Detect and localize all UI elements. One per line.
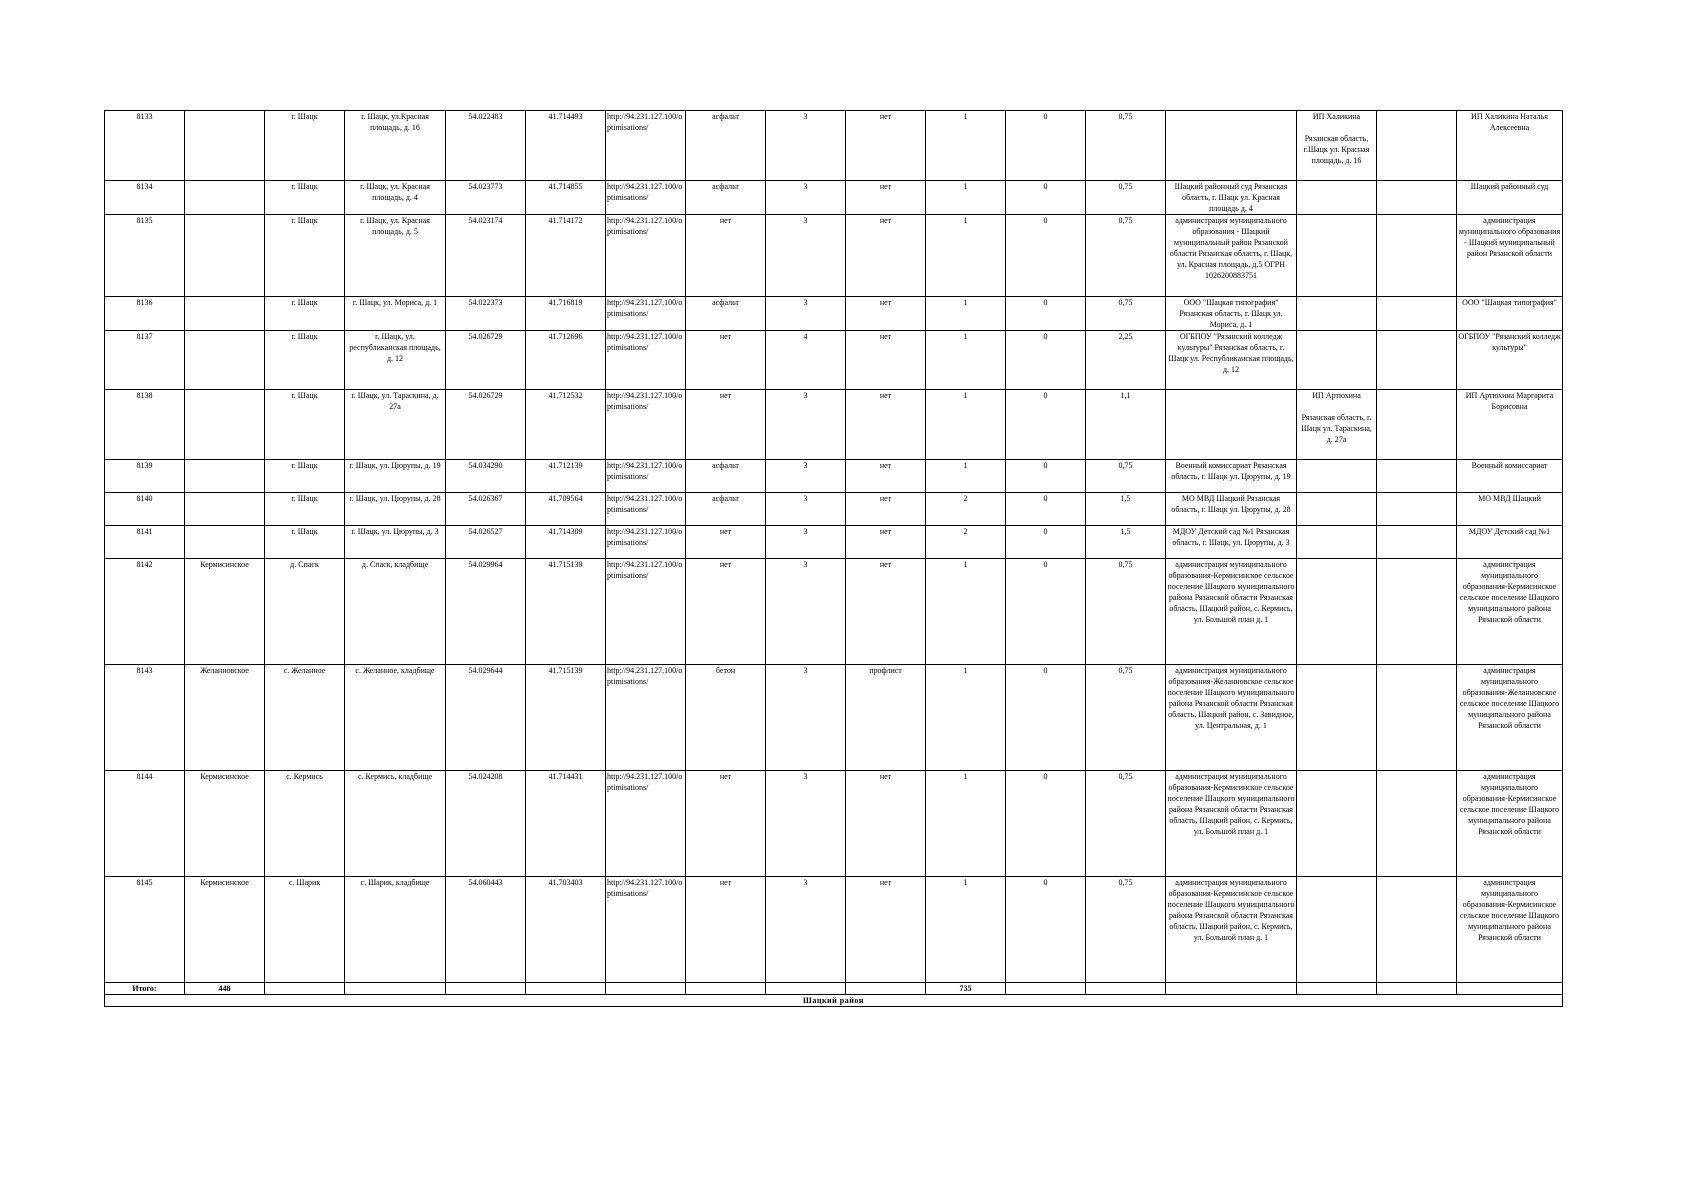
cell-latitude: 54.026527 <box>446 526 526 559</box>
cell-volume: 2,25 <box>1086 331 1166 390</box>
cell-longitude: 41.714172 <box>526 215 606 297</box>
cell-containers: 1 <box>926 877 1006 983</box>
cell-area: 3 <box>766 460 846 493</box>
cell-url: http://94.231.127.100/optimisations/ <box>606 526 686 559</box>
total-count: 448 <box>185 983 265 995</box>
cell-containers: 1 <box>926 771 1006 877</box>
cell-locality: г. Шацк <box>265 215 345 297</box>
cell-extra <box>1377 297 1457 331</box>
cell-containers: 2 <box>926 526 1006 559</box>
cell-surface: асфальт <box>686 111 766 181</box>
cell-id: 8139 <box>105 460 185 493</box>
cell-surface: нет <box>686 771 766 877</box>
cell-latitude: 54.026729 <box>446 331 526 390</box>
cell-url: http://94.231.127.100/optimisations/ <box>606 215 686 297</box>
cell-owner: ОГБПОУ "Рязанский колледж культуры" Рязанская область, г. Шацк ул. Республиканская площадь, д. 12 <box>1166 331 1297 390</box>
cell-id: 8142 <box>105 559 185 665</box>
cell-volume: 0,75 <box>1086 181 1166 215</box>
cell-surface: нет <box>686 331 766 390</box>
cell-settlement: Кермисинское <box>185 771 265 877</box>
cell-contact <box>1297 877 1377 983</box>
cell-fence: нет <box>846 460 926 493</box>
cell-owner: администрация муниципального образования-Кермисинское сельское поселение Шацкого муниципального района Рязанской области Рязанская область, Шацкий район, с. Кермись, ул. Большой план д. 1 <box>1166 771 1297 877</box>
cell-surface: нет <box>686 390 766 460</box>
cell-surface: асфальт <box>686 297 766 331</box>
cell-area: 3 <box>766 559 846 665</box>
cell-latitude: 54.034290 <box>446 460 526 493</box>
cell-fence: нет <box>846 771 926 877</box>
cell-url: http://94.231.127.100/optimisations/ <box>606 181 686 215</box>
cell-count: 0 <box>1006 215 1086 297</box>
cell-settlement: Желанновское <box>185 665 265 771</box>
cell-locality: д. Спаск <box>265 559 345 665</box>
cell-source: администрация муниципального образования-Желанновское сельское поселение Шацкого муниципального района Рязанской области <box>1457 665 1563 771</box>
cell-latitude: 54.026729 <box>446 390 526 460</box>
table-row <box>105 493 1563 526</box>
cell-url: http://94.231.127.100/optimisations/ <box>606 665 686 771</box>
cell-longitude: 41.712696 <box>526 331 606 390</box>
cell-area: 3 <box>766 215 846 297</box>
district-footer: Шацкий район <box>105 995 1563 1007</box>
cell-latitude: 54.023174 <box>446 215 526 297</box>
cell-area: 3 <box>766 665 846 771</box>
cell-contact <box>1297 493 1377 526</box>
cell-longitude: 41.709564 <box>526 493 606 526</box>
cell-surface: нет <box>686 559 766 665</box>
cell-contact <box>1297 526 1377 559</box>
cell-count: 0 <box>1006 771 1086 877</box>
cell-owner: администрация муниципального образования - Шацкий муниципальный район Рязанской области Рязанская область, г. Шацк, ул. Красная площадь, д.5 ОГРН 1026200883751 <box>1166 215 1297 297</box>
table-row <box>105 771 1563 877</box>
cell-id: 8135 <box>105 215 185 297</box>
cell-volume: 0,75 <box>1086 215 1166 297</box>
table-row <box>105 390 1563 460</box>
cell-extra <box>1377 493 1457 526</box>
cell-owner: администрация муниципального образования-Кермисинское сельское поселение Шацкого муниципального района Рязанской области Рязанская область, Шацкий район, с. Кермись, ул. Большой план д. 1 <box>1166 559 1297 665</box>
cell-area: 3 <box>766 771 846 877</box>
cell-contact <box>1297 215 1377 297</box>
cell-volume: 0,75 <box>1086 771 1166 877</box>
cell-owner: Военный комиссариат Рязанская область, г. Шацк ул. Цюрупы, д. 19 <box>1166 460 1297 493</box>
cell-id: 8141 <box>105 526 185 559</box>
cell-extra <box>1377 665 1457 771</box>
cell-area: 3 <box>766 526 846 559</box>
cell-url: http://94.231.127.100/optimisations/ <box>606 559 686 665</box>
cell-source: ИП Артюхина Маргарита Борисовна <box>1457 390 1563 460</box>
cell-url: http://94.231.127.100/optimisations/ <box>606 771 686 877</box>
cell-owner: Шацкий районный суд Рязанская область, г. Шацк ул. Красная площадь д. 4 <box>1166 181 1297 215</box>
cell-address: с. Кермись, кладбище <box>345 771 446 877</box>
cell-url: http://94.231.127.100/optimisations/ <box>606 297 686 331</box>
cell-count: 0 <box>1006 559 1086 665</box>
cell-volume: 0,75 <box>1086 877 1166 983</box>
cell-extra <box>1377 771 1457 877</box>
total-label: Итого: <box>105 983 185 995</box>
cell-owner: МО МВД Шацкий Рязанская область, г. Шацк ул. Цюрупы, д. 28 <box>1166 493 1297 526</box>
cell-area: 3 <box>766 111 846 181</box>
cell-address: г. Шацк, ул. Красная площадь, д. 4 <box>345 181 446 215</box>
cell-latitude: 54.022483 <box>446 111 526 181</box>
cell-locality: г. Шацк <box>265 331 345 390</box>
cell-surface: нет <box>686 877 766 983</box>
cell-source: администрация муниципального образования-Кермисинское сельское поселение Шацкого муниципального района Рязанской области <box>1457 771 1563 877</box>
cell-id: 8134 <box>105 181 185 215</box>
cell-containers: 1 <box>926 111 1006 181</box>
cell-surface: нет <box>686 215 766 297</box>
cell-source: администрация муниципального образования-Кермисинское сельское поселение Шацкого муниципального района Рязанской области <box>1457 559 1563 665</box>
district-footer-row <box>105 995 1563 1007</box>
cell-containers: 2 <box>926 493 1006 526</box>
cell-address: д. Спаск, кладбище <box>345 559 446 665</box>
cell-owner: МДОУ Детский сад №1 Рязанская область, г. Шацк, ул. Цюрупы, д. 3 <box>1166 526 1297 559</box>
cell-source: ОГБПОУ "Рязанский колледж культуры" <box>1457 331 1563 390</box>
cell-containers: 1 <box>926 297 1006 331</box>
cell-area: 3 <box>766 181 846 215</box>
total-row <box>105 983 1563 995</box>
cell-extra <box>1377 559 1457 665</box>
cell-address: г. Шацк, ул. Цюрупы, д. 3 <box>345 526 446 559</box>
cell-id: 8136 <box>105 297 185 331</box>
cell-contact <box>1297 771 1377 877</box>
cell-count: 0 <box>1006 297 1086 331</box>
cell-count: 0 <box>1006 493 1086 526</box>
cell-fence: профлист <box>846 665 926 771</box>
table-row <box>105 559 1563 665</box>
table-row <box>105 877 1563 983</box>
cell-settlement: Кермисинское <box>185 877 265 983</box>
cell-fence: нет <box>846 111 926 181</box>
cell-address: с. Желанное, кладбище <box>345 665 446 771</box>
cell-count: 0 <box>1006 331 1086 390</box>
cell-count: 0 <box>1006 390 1086 460</box>
cell-latitude: 54.026367 <box>446 493 526 526</box>
cell-locality: г. Шацк <box>265 297 345 331</box>
cell-volume: 1,1 <box>1086 390 1166 460</box>
cell-longitude: 41.714855 <box>526 181 606 215</box>
cell-settlement <box>185 111 265 181</box>
cell-longitude: 41.714493 <box>526 111 606 181</box>
cell-address: г. Шацк, ул. Цюрупы, д. 19 <box>345 460 446 493</box>
cell-count: 0 <box>1006 181 1086 215</box>
cell-count: 0 <box>1006 877 1086 983</box>
cell-containers: 1 <box>926 215 1006 297</box>
cell-owner: администрация муниципального образования-Желанновское сельское поселение Шацкого муниципального района Рязанской области Рязанская область, Шацкий район, с. Завидное, ул. Центральная, д. 1 <box>1166 665 1297 771</box>
table-row <box>105 331 1563 390</box>
cell-extra <box>1377 181 1457 215</box>
cell-locality: г. Шацк <box>265 526 345 559</box>
cell-locality: г. Шацк <box>265 181 345 215</box>
cell-volume: 0,75 <box>1086 559 1166 665</box>
cell-locality: с. Шарик <box>265 877 345 983</box>
table-row <box>105 111 1563 181</box>
cell-source: ООО "Шацкая типография" <box>1457 297 1563 331</box>
cell-volume: 0,75 <box>1086 665 1166 771</box>
cell-latitude: 54.024208 <box>446 771 526 877</box>
cell-address: г. Шацк, ул. Тараскина, д. 27а <box>345 390 446 460</box>
cell-containers: 1 <box>926 331 1006 390</box>
cell-settlement: Кермисинское <box>185 559 265 665</box>
cell-longitude: 41.716819 <box>526 297 606 331</box>
cell-source: ИП Халикина Наталья Алексеевна <box>1457 111 1563 181</box>
cell-containers: 1 <box>926 665 1006 771</box>
cell-extra <box>1377 111 1457 181</box>
table-row <box>105 665 1563 771</box>
cell-settlement <box>185 526 265 559</box>
cell-settlement <box>185 390 265 460</box>
cell-contact <box>1297 331 1377 390</box>
cell-longitude: 41.712139 <box>526 460 606 493</box>
cell-extra <box>1377 526 1457 559</box>
cell-id: 8145 <box>105 877 185 983</box>
cell-volume: 0,75 <box>1086 460 1166 493</box>
cell-latitude: 54.022373 <box>446 297 526 331</box>
cell-latitude: 54.060443 <box>446 877 526 983</box>
cell-address: с. Шарик, кладбище <box>345 877 446 983</box>
cell-url: http://94.231.127.100/optimisations/ <box>606 111 686 181</box>
cell-id: 8138 <box>105 390 185 460</box>
cell-contact: ИП Халикина Рязанская область, г.Шацк ул. Красная площадь, д. 16 <box>1297 111 1377 181</box>
cell-contact <box>1297 665 1377 771</box>
cell-area: 3 <box>766 493 846 526</box>
cell-count: 0 <box>1006 111 1086 181</box>
cell-address: г. Шацк, ул.Красная площадь, д. 16 <box>345 111 446 181</box>
cell-fence: нет <box>846 390 926 460</box>
cell-contact <box>1297 181 1377 215</box>
cell-url: http://94.231.127.100/optimisations/ <box>606 390 686 460</box>
cell-area: 3 <box>766 297 846 331</box>
cell-fence: нет <box>846 297 926 331</box>
cell-source: Шацкий районный суд <box>1457 181 1563 215</box>
cell-url: http://94.231.127.100/optimisations/ <box>606 331 686 390</box>
cell-id: 8137 <box>105 331 185 390</box>
cell-fence: нет <box>846 331 926 390</box>
cell-settlement <box>185 460 265 493</box>
cell-longitude: 41.714309 <box>526 526 606 559</box>
cell-contact: ИП Артюхина Рязанская область, г. Шацк ул. Тараскина, д. 27а <box>1297 390 1377 460</box>
cell-source: МДОУ Детский сад №1 <box>1457 526 1563 559</box>
cell-count: 0 <box>1006 665 1086 771</box>
cell-fence: нет <box>846 877 926 983</box>
cell-volume: 0,75 <box>1086 111 1166 181</box>
cell-locality: г. Шацк <box>265 460 345 493</box>
cell-extra <box>1377 331 1457 390</box>
cell-source: администрация муниципального образования-Кермисинское сельское поселение Шацкого муниципального района Рязанской области <box>1457 877 1563 983</box>
cell-extra <box>1377 460 1457 493</box>
registry-table <box>104 110 1563 1007</box>
cell-containers: 1 <box>926 390 1006 460</box>
table-row <box>105 215 1563 297</box>
cell-longitude: 41.712532 <box>526 390 606 460</box>
cell-extra <box>1377 390 1457 460</box>
cell-settlement <box>185 215 265 297</box>
cell-url: http://94.231.127.100/optimisations/ <box>606 493 686 526</box>
total-containers: 735 <box>926 983 1006 995</box>
cell-containers: 1 <box>926 460 1006 493</box>
cell-area: 3 <box>766 390 846 460</box>
cell-fence: нет <box>846 526 926 559</box>
cell-fence: нет <box>846 493 926 526</box>
cell-settlement <box>185 493 265 526</box>
cell-address: г. Шацк, ул. республиканская площадь, д. 12 <box>345 331 446 390</box>
cell-longitude: 41.703403 <box>526 877 606 983</box>
cell-locality: г. Шацк <box>265 111 345 181</box>
table-row <box>105 181 1563 215</box>
cell-locality: с. Кермись <box>265 771 345 877</box>
cell-owner <box>1166 111 1297 181</box>
table-row <box>105 297 1563 331</box>
cell-fence: нет <box>846 181 926 215</box>
cell-contact <box>1297 297 1377 331</box>
cell-locality: г. Шацк <box>265 493 345 526</box>
cell-source: Военный комиссариат <box>1457 460 1563 493</box>
table-row <box>105 526 1563 559</box>
cell-url: http://94.231.127.100/optimisations/ <box>606 460 686 493</box>
cell-contact <box>1297 559 1377 665</box>
cell-extra <box>1377 215 1457 297</box>
cell-id: 8143 <box>105 665 185 771</box>
cell-longitude: 41.714431 <box>526 771 606 877</box>
cell-longitude: 41.715139 <box>526 559 606 665</box>
cell-surface: асфальт <box>686 460 766 493</box>
cell-volume: 1,5 <box>1086 526 1166 559</box>
cell-source: МО МВД Шацкий <box>1457 493 1563 526</box>
cell-settlement <box>185 181 265 215</box>
cell-locality: с. Желанное <box>265 665 345 771</box>
cell-id: 8144 <box>105 771 185 877</box>
cell-settlement <box>185 297 265 331</box>
cell-address: г. Шацк, ул. Красная площадь, д. 5 <box>345 215 446 297</box>
cell-area: 3 <box>766 877 846 983</box>
cell-surface: бетон <box>686 665 766 771</box>
cell-surface: асфальт <box>686 493 766 526</box>
cell-source: администрация муниципального образования - Шацкий муниципальный район Рязанской области <box>1457 215 1563 297</box>
cell-area: 4 <box>766 331 846 390</box>
cell-locality: г. Шацк <box>265 390 345 460</box>
cell-owner <box>1166 390 1297 460</box>
cell-count: 0 <box>1006 460 1086 493</box>
cell-fence: нет <box>846 559 926 665</box>
cell-volume: 0,75 <box>1086 297 1166 331</box>
cell-latitude: 54.029644 <box>446 665 526 771</box>
cell-latitude: 54.023773 <box>446 181 526 215</box>
cell-owner: администрация муниципального образования-Кермисинское сельское поселение Шацкого муниципального района Рязанской области Рязанская область, Шацкий район, с. Кермись, ул. Большой план д. 1 <box>1166 877 1297 983</box>
cell-settlement <box>185 331 265 390</box>
cell-id: 8133 <box>105 111 185 181</box>
cell-extra <box>1377 877 1457 983</box>
cell-address: г. Шацк, ул. Мориса, д. 1 <box>345 297 446 331</box>
table-row <box>105 460 1563 493</box>
cell-contact <box>1297 460 1377 493</box>
cell-longitude: 41.715139 <box>526 665 606 771</box>
cell-containers: 1 <box>926 181 1006 215</box>
cell-address: г. Шацк, ул. Цюрупы, д. 28 <box>345 493 446 526</box>
cell-fence: нет <box>846 215 926 297</box>
cell-surface: асфальт <box>686 181 766 215</box>
cell-owner: ООО "Шацкая типография" Рязанская область, г. Шацк ул. Мориса, д. 1 <box>1166 297 1297 331</box>
cell-surface: нет <box>686 526 766 559</box>
table-body <box>105 111 1563 1007</box>
cell-url: http://94.231.127.100/optimisations/ <box>606 877 686 983</box>
cell-volume: 1,5 <box>1086 493 1166 526</box>
cell-count: 0 <box>1006 526 1086 559</box>
cell-id: 8140 <box>105 493 185 526</box>
cell-containers: 1 <box>926 559 1006 665</box>
cell-latitude: 54.029964 <box>446 559 526 665</box>
